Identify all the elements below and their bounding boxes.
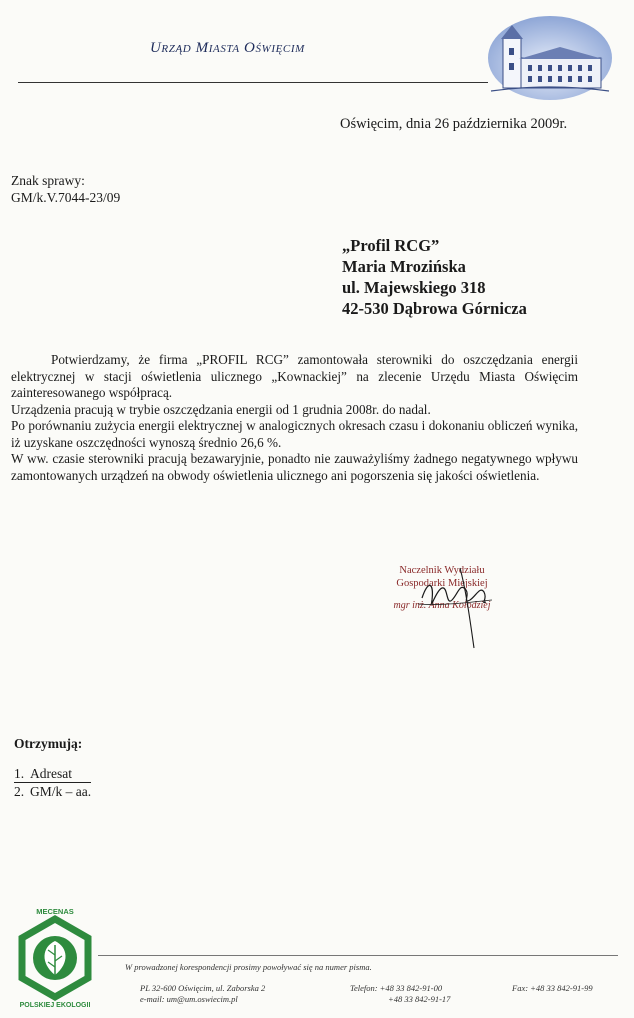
addressee-city: 42-530 Dąbrowa Górnicza (342, 299, 527, 318)
addressee-name: Maria Mrozińska (342, 257, 466, 276)
signature-stamp (362, 560, 532, 655)
addressee-company: „Profil RCG” (342, 236, 440, 255)
letter-body (11, 352, 578, 484)
footer-divider (98, 955, 618, 956)
body-paragraph-1: Potwierdzamy, że firma „PROFIL RCG” zamontowała sterowniki do oszczędzania energii elektrycznej w stacji oświetlenia ulicznego „Kownackiej” na zlecenie Urzędu Miasta Oświęcim zainteresowanego współpracą. (11, 352, 578, 400)
addressee-block (342, 235, 527, 319)
signatory-name: mgr inż. Anna Kołodziej (393, 600, 491, 611)
body-paragraph-3: Po porównaniu zużycia energii elektrycznej w analogicznych okresach czasu i dokonaniu obliczeń wynika, iż uzyskane oszczędności wynoszą średnio 26,6 %. (11, 418, 578, 450)
signatory-title-line1: Naczelnik Wydziału (399, 565, 485, 576)
body-paragraph-4: W ww. czasie sterowniki pracują bezawaryjnie, ponadto nie zauważyliśmy żadnego negatywnego wpływu zamontowanych urządzeń na obwody oświetlenia ulicznego ani pogorszenia się jakości oświetlenia. (11, 451, 578, 483)
footer-address-line: PL 32-600 Oświęcim, ul. Zaborska 2 (140, 983, 266, 993)
reference-label: Znak sprawy: (11, 173, 85, 188)
eco-badge-top-text: MECENAS (36, 907, 74, 916)
office-name: Urząd Miasta Oświęcim (150, 40, 305, 56)
footer-email: e-mail: um@um.oswiecim.pl (140, 994, 238, 1004)
recipient-number: 1. (14, 766, 25, 781)
addressee-street: ul. Majewskiego 318 (342, 278, 486, 297)
recipients-list (14, 765, 91, 800)
recipient-item (14, 765, 91, 783)
footer-fax: Fax: +48 33 842-91-99 (512, 983, 593, 993)
recipient-text: GM/k – aa. (30, 784, 92, 799)
handwritten-signature-icon (362, 560, 532, 655)
header-divider (18, 82, 488, 83)
footer-note: W prowadzonej korespondencji prosimy powoływać się na numer pisma. (125, 962, 372, 972)
footer-address (140, 983, 265, 1005)
recipient-text: Adresat (30, 766, 72, 781)
recipient-item (14, 783, 91, 800)
case-reference (11, 172, 120, 206)
reference-number: GM/k.V.7044-23/09 (11, 190, 121, 205)
recipient-number: 2. (14, 784, 25, 799)
letter-date: Oświęcim, dnia 26 października 2009r. (340, 116, 568, 132)
castle-logo-icon (483, 3, 617, 103)
body-paragraph-2: Urządzenia pracują w trybie oszczędzania energii od 1 grudnia 2008r. do nadal. (11, 401, 431, 417)
footer-phone-1: Telefon: +48 33 842-91-00 (350, 983, 443, 993)
signatory-title-line2: Gospodarki Miejskiej (396, 578, 488, 589)
eco-badge-logo-icon (10, 905, 100, 1010)
footer-phone-2: +48 33 842-91-17 (388, 994, 451, 1004)
recipients-title: Otrzymują: (14, 736, 83, 751)
footer-phones (350, 983, 450, 1005)
eco-badge-bottom-text: POLSKIEJ EKOLOGII (19, 1002, 91, 1009)
